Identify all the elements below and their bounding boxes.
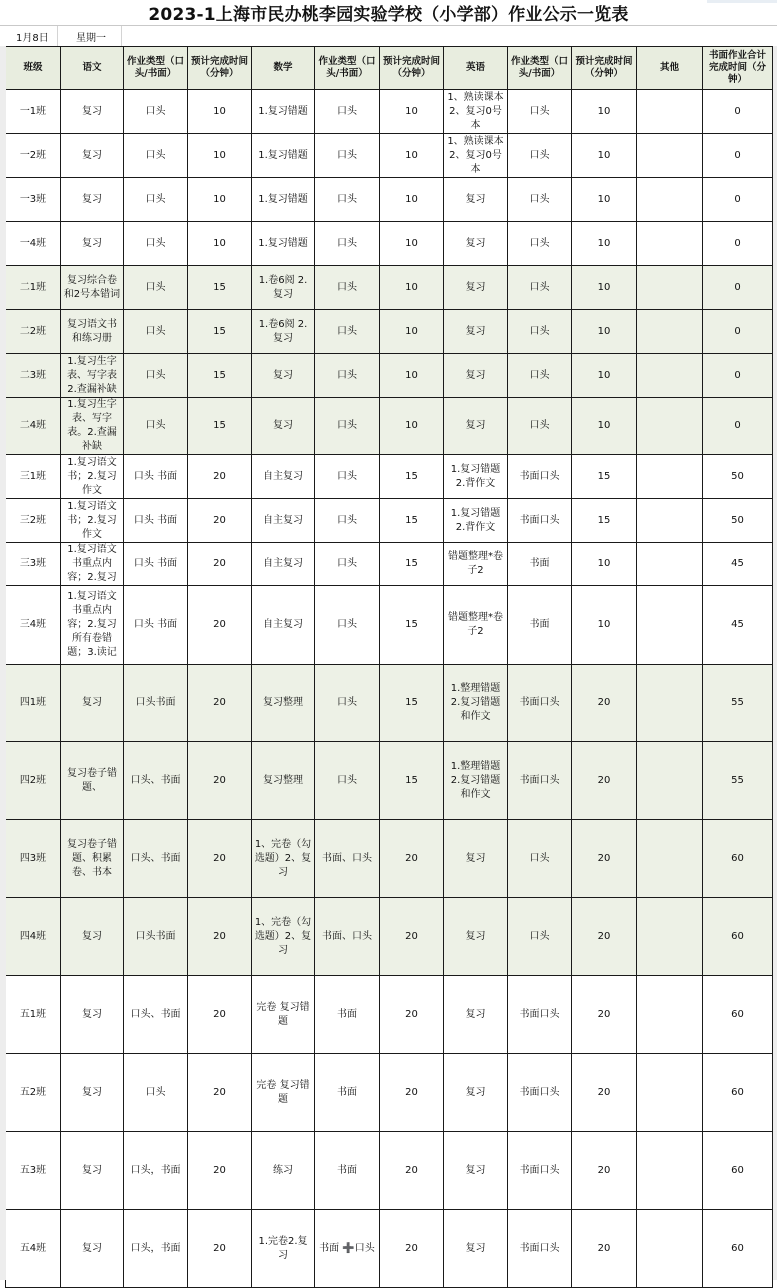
table-cell[interactable]: 1.复习错题 2.背作文 bbox=[444, 455, 508, 499]
table-cell[interactable]: 20 bbox=[380, 1210, 444, 1288]
class-name-cell[interactable]: 二3班 bbox=[6, 354, 61, 398]
table-cell[interactable]: 口头 书面 bbox=[124, 543, 188, 586]
table-cell[interactable]: 口头 bbox=[315, 178, 380, 222]
table-row bbox=[6, 898, 773, 976]
table-cell[interactable]: 10 bbox=[380, 354, 444, 398]
table-cell[interactable]: 口头 bbox=[124, 354, 188, 398]
table-cell[interactable]: 20 bbox=[380, 1132, 444, 1210]
table-cell[interactable]: 15 bbox=[188, 354, 252, 398]
table-row bbox=[6, 586, 773, 665]
table-row bbox=[6, 543, 773, 586]
table-cell[interactable]: 口头 bbox=[124, 134, 188, 178]
table-cell[interactable]: 口头 bbox=[124, 222, 188, 266]
table-cell[interactable] bbox=[637, 1132, 703, 1210]
table-cell[interactable]: 15 bbox=[380, 586, 444, 665]
header-cell[interactable]: 班级 bbox=[6, 47, 61, 90]
table-cell[interactable]: 口头 bbox=[315, 455, 380, 499]
class-name-cell[interactable]: 五4班 bbox=[6, 1210, 61, 1288]
table-cell[interactable]: 书面、口头 bbox=[315, 820, 380, 898]
table-cell[interactable]: 20 bbox=[572, 1054, 637, 1132]
table-cell[interactable]: 口头 bbox=[124, 1054, 188, 1132]
table-cell[interactable]: 15 bbox=[380, 455, 444, 499]
table-cell[interactable] bbox=[637, 310, 703, 354]
table-cell[interactable]: 口头 bbox=[315, 90, 380, 134]
table-cell[interactable]: 口头 书面 bbox=[124, 455, 188, 499]
table-cell[interactable]: 20 bbox=[572, 1210, 637, 1288]
table-cell[interactable]: 书面 bbox=[315, 1054, 380, 1132]
table-cell[interactable]: 50 bbox=[703, 455, 773, 499]
header-cell[interactable]: 预计完成时间（分钟） bbox=[188, 47, 252, 90]
class-name-cell[interactable]: 三3班 bbox=[6, 543, 61, 586]
table-row bbox=[6, 266, 773, 310]
table-cell[interactable]: 50 bbox=[703, 499, 773, 543]
table-cell[interactable]: 20 bbox=[188, 543, 252, 586]
table-cell[interactable]: 15 bbox=[188, 266, 252, 310]
table-cell[interactable]: 复习卷子错题、 bbox=[61, 742, 124, 820]
table-cell[interactable]: 复习 bbox=[444, 398, 508, 455]
table-cell[interactable]: 口头，书面 bbox=[124, 1132, 188, 1210]
table-cell[interactable]: 1.卷6阅 2.复习 bbox=[252, 266, 315, 310]
table-cell[interactable]: 60 bbox=[703, 898, 773, 976]
table-cell[interactable]: 1、熟读课本 2、复习0号本 bbox=[444, 90, 508, 134]
table-cell[interactable]: 口头 bbox=[508, 354, 572, 398]
header-row bbox=[6, 47, 773, 90]
date-cell[interactable]: 1月8日 bbox=[0, 26, 58, 46]
table-cell[interactable]: 0 bbox=[703, 354, 773, 398]
table-cell[interactable]: 1.复习错题 2.背作文 bbox=[444, 499, 508, 543]
table-row bbox=[6, 90, 773, 134]
table-cell[interactable]: 口头 bbox=[508, 222, 572, 266]
table-cell[interactable]: 复习 bbox=[444, 820, 508, 898]
table-cell[interactable]: 复习整理 bbox=[252, 742, 315, 820]
weekday-cell[interactable]: 星期一 bbox=[58, 26, 122, 46]
table-cell[interactable]: 复习 bbox=[444, 976, 508, 1054]
header-cell[interactable]: 其他 bbox=[637, 47, 703, 90]
table-cell[interactable]: 口头 bbox=[508, 134, 572, 178]
table-cell[interactable]: 10 bbox=[572, 90, 637, 134]
table-cell[interactable]: 书面口头 bbox=[508, 1054, 572, 1132]
class-name-cell[interactable]: 四3班 bbox=[6, 820, 61, 898]
class-name-cell[interactable]: 一2班 bbox=[6, 134, 61, 178]
table-cell[interactable]: 复习 bbox=[444, 178, 508, 222]
table-cell[interactable]: 10 bbox=[572, 178, 637, 222]
table-cell[interactable]: 20 bbox=[188, 898, 252, 976]
table-cell[interactable]: 20 bbox=[188, 1054, 252, 1132]
table-cell[interactable]: 复习 bbox=[61, 898, 124, 976]
table-cell[interactable]: 10 bbox=[572, 354, 637, 398]
table-cell[interactable]: 20 bbox=[188, 976, 252, 1054]
table-cell[interactable] bbox=[637, 665, 703, 742]
table-cell[interactable]: 0 bbox=[703, 134, 773, 178]
table-cell[interactable] bbox=[637, 266, 703, 310]
table-cell[interactable]: 10 bbox=[380, 178, 444, 222]
class-name-cell[interactable]: 一3班 bbox=[6, 178, 61, 222]
table-cell[interactable] bbox=[637, 820, 703, 898]
class-name-cell[interactable]: 三4班 bbox=[6, 586, 61, 665]
table-cell[interactable]: 1.复习生字表、写字表。2.查漏补缺 bbox=[61, 398, 124, 455]
table-cell[interactable]: 口头、书面 bbox=[124, 976, 188, 1054]
class-name-cell[interactable]: 四2班 bbox=[6, 742, 61, 820]
table-cell[interactable]: 口头 书面 bbox=[124, 499, 188, 543]
table-cell[interactable]: 口头 bbox=[508, 898, 572, 976]
table-cell[interactable] bbox=[637, 898, 703, 976]
header-cell[interactable]: 预计完成时间（分钟） bbox=[572, 47, 637, 90]
table-cell[interactable]: 复习 bbox=[444, 1210, 508, 1288]
table-cell[interactable]: 1.复习错题 bbox=[252, 178, 315, 222]
table-cell[interactable]: 10 bbox=[380, 310, 444, 354]
table-cell[interactable]: 20 bbox=[380, 898, 444, 976]
table-cell[interactable]: 1、熟读课本 2、复习0号本 bbox=[444, 134, 508, 178]
class-name-cell[interactable]: 三2班 bbox=[6, 499, 61, 543]
table-cell[interactable]: 自主复习 bbox=[252, 586, 315, 665]
table-cell[interactable]: 0 bbox=[703, 398, 773, 455]
table-cell[interactable]: 1.完卷2.复习 bbox=[252, 1210, 315, 1288]
table-cell[interactable]: 书面口头 bbox=[508, 976, 572, 1054]
table-cell[interactable]: 口头 bbox=[315, 665, 380, 742]
table-cell[interactable]: 10 bbox=[380, 90, 444, 134]
table-cell[interactable]: 0 bbox=[703, 178, 773, 222]
class-name-cell[interactable]: 五2班 bbox=[6, 1054, 61, 1132]
table-cell[interactable]: 10 bbox=[380, 134, 444, 178]
table-cell[interactable]: 55 bbox=[703, 742, 773, 820]
table-cell[interactable]: 10 bbox=[572, 543, 637, 586]
table-cell[interactable]: 口头 bbox=[315, 134, 380, 178]
table-cell[interactable]: 口头，书面 bbox=[124, 1210, 188, 1288]
table-cell[interactable]: 1.复习语文书重点内容；2.复习 bbox=[61, 543, 124, 586]
date-row bbox=[0, 25, 777, 46]
table-cell[interactable]: 复习 bbox=[444, 310, 508, 354]
table-row bbox=[6, 134, 773, 178]
table-cell[interactable]: 口头 bbox=[124, 178, 188, 222]
table-cell[interactable]: 15 bbox=[188, 310, 252, 354]
table-cell[interactable]: 口头 bbox=[124, 398, 188, 455]
table-cell[interactable]: 口头 bbox=[315, 742, 380, 820]
table-row bbox=[6, 455, 773, 499]
table-cell[interactable]: 口头 bbox=[315, 499, 380, 543]
table-cell[interactable]: 口头 bbox=[508, 178, 572, 222]
table-row bbox=[6, 665, 773, 742]
table-cell[interactable]: 口头书面 bbox=[124, 665, 188, 742]
table-cell[interactable]: 1.卷6阅 2.复习 bbox=[252, 310, 315, 354]
table-cell[interactable]: 10 bbox=[188, 178, 252, 222]
table-cell[interactable]: 10 bbox=[572, 310, 637, 354]
table-cell[interactable]: 复习 bbox=[61, 222, 124, 266]
table-cell[interactable]: 20 bbox=[380, 820, 444, 898]
table-row bbox=[6, 310, 773, 354]
table-cell[interactable]: 10 bbox=[572, 398, 637, 455]
table-cell[interactable]: 复习 bbox=[444, 1132, 508, 1210]
page-title: 2023-1上海市民办桃李园实验学校（小学部）作业公示一览表 bbox=[148, 5, 629, 25]
table-cell[interactable]: 书面 bbox=[508, 543, 572, 586]
table-cell[interactable]: 复习 bbox=[61, 90, 124, 134]
table-cell[interactable]: 口头 bbox=[124, 90, 188, 134]
table-cell[interactable]: 复习 bbox=[61, 1132, 124, 1210]
table-cell[interactable]: 书面 bbox=[315, 1132, 380, 1210]
table-cell[interactable]: 自主复习 bbox=[252, 499, 315, 543]
table-cell[interactable]: 0 bbox=[703, 90, 773, 134]
table-cell[interactable]: 口头 bbox=[124, 266, 188, 310]
table-cell[interactable]: 10 bbox=[572, 134, 637, 178]
header-cell[interactable]: 书面作业合计完成时间（分钟） bbox=[703, 47, 773, 90]
table-cell[interactable]: 10 bbox=[188, 134, 252, 178]
table-cell[interactable]: 20 bbox=[188, 820, 252, 898]
table-cell[interactable]: 1.复习错题 bbox=[252, 222, 315, 266]
table-cell[interactable]: 复习 bbox=[61, 134, 124, 178]
homework-table bbox=[5, 46, 773, 1288]
table-cell[interactable] bbox=[637, 354, 703, 398]
table-cell[interactable]: 0 bbox=[703, 222, 773, 266]
table-cell[interactable]: 1.复习语文书；2.复习作文 bbox=[61, 455, 124, 499]
table-row bbox=[6, 820, 773, 898]
table-cell[interactable]: 复习 bbox=[252, 398, 315, 455]
table-cell[interactable]: 口头 bbox=[508, 266, 572, 310]
table-cell[interactable]: 复习 bbox=[444, 1054, 508, 1132]
table-cell[interactable]: 55 bbox=[703, 665, 773, 742]
table-cell[interactable]: 20 bbox=[188, 499, 252, 543]
table-row bbox=[6, 1054, 773, 1132]
table-cell[interactable] bbox=[637, 543, 703, 586]
table-cell[interactable] bbox=[637, 178, 703, 222]
table-cell[interactable]: 1.复习语文书重点内容；2.复习所有卷错题；3.读记 bbox=[61, 586, 124, 665]
table-cell[interactable] bbox=[637, 976, 703, 1054]
table-cell[interactable] bbox=[637, 455, 703, 499]
table-cell[interactable]: 45 bbox=[703, 543, 773, 586]
table-cell[interactable] bbox=[637, 1054, 703, 1132]
table-row bbox=[6, 742, 773, 820]
class-name-cell[interactable]: 二1班 bbox=[6, 266, 61, 310]
table-cell[interactable]: 10 bbox=[188, 222, 252, 266]
table-cell[interactable]: 20 bbox=[572, 1132, 637, 1210]
table-cell[interactable]: 20 bbox=[188, 665, 252, 742]
table-cell[interactable]: 书面口头 bbox=[508, 1132, 572, 1210]
table-cell[interactable]: 10 bbox=[188, 90, 252, 134]
table-cell[interactable]: 20 bbox=[188, 586, 252, 665]
table-cell[interactable]: 书面口头 bbox=[508, 455, 572, 499]
table-row bbox=[6, 976, 773, 1054]
table-cell[interactable]: 1.整理错题 2.复习错题和作文 bbox=[444, 742, 508, 820]
class-name-cell[interactable]: 二4班 bbox=[6, 398, 61, 455]
table-cell[interactable]: 10 bbox=[380, 222, 444, 266]
table-cell[interactable]: 1.复习错题 bbox=[252, 134, 315, 178]
table-cell[interactable] bbox=[637, 222, 703, 266]
table-cell[interactable]: 书面口头 bbox=[508, 1210, 572, 1288]
table-cell[interactable]: 60 bbox=[703, 1132, 773, 1210]
table-cell[interactable]: 口头 bbox=[315, 398, 380, 455]
table-cell[interactable]: 口头书面 bbox=[124, 898, 188, 976]
table-cell[interactable]: 20 bbox=[572, 665, 637, 742]
table-row bbox=[6, 1210, 773, 1288]
table-row bbox=[6, 499, 773, 543]
table-cell[interactable]: 复习整理 bbox=[252, 665, 315, 742]
table-cell[interactable] bbox=[637, 134, 703, 178]
table-cell[interactable]: 书面口头 bbox=[508, 742, 572, 820]
table-cell[interactable]: 复习卷子错题、积累卷、书本 bbox=[61, 820, 124, 898]
header-cell[interactable]: 英语 bbox=[444, 47, 508, 90]
table-cell[interactable]: 15 bbox=[572, 455, 637, 499]
table-cell[interactable]: 口头、书面 bbox=[124, 742, 188, 820]
table-cell[interactable] bbox=[637, 398, 703, 455]
table-cell[interactable]: 书面、口头 bbox=[315, 898, 380, 976]
table-cell[interactable]: 1、完卷（勾选题）2、复习 bbox=[252, 820, 315, 898]
header-cell[interactable]: 数学 bbox=[252, 47, 315, 90]
table-cell[interactable]: 口头 bbox=[315, 543, 380, 586]
table-cell[interactable]: 20 bbox=[188, 1210, 252, 1288]
table-cell[interactable]: 错题整理*卷子2 bbox=[444, 543, 508, 586]
table-cell[interactable]: 20 bbox=[188, 1132, 252, 1210]
table-cell[interactable]: 复习 bbox=[61, 665, 124, 742]
table-cell[interactable]: 复习 bbox=[444, 898, 508, 976]
table-cell[interactable]: 完卷 复习错题 bbox=[252, 1054, 315, 1132]
table-cell[interactable]: 口头 bbox=[315, 310, 380, 354]
table-cell[interactable]: 书面 ➕口头 bbox=[315, 1210, 380, 1288]
table-cell[interactable]: 10 bbox=[572, 266, 637, 310]
table-cell[interactable]: 复习综合卷和2号本错词 bbox=[61, 266, 124, 310]
class-name-cell[interactable]: 五1班 bbox=[6, 976, 61, 1054]
table-cell[interactable]: 20 bbox=[572, 820, 637, 898]
table-cell[interactable]: 书面 bbox=[315, 976, 380, 1054]
table-cell[interactable]: 1.整理错题 2.复习错题和作文 bbox=[444, 665, 508, 742]
table-row bbox=[6, 354, 773, 398]
table-cell[interactable]: 书面口头 bbox=[508, 499, 572, 543]
table-cell[interactable]: 15 bbox=[380, 543, 444, 586]
table-cell[interactable]: 错题整理*卷子2 bbox=[444, 586, 508, 665]
table-cell[interactable] bbox=[637, 742, 703, 820]
table-row bbox=[6, 178, 773, 222]
table-cell[interactable]: 15 bbox=[380, 742, 444, 820]
table-cell[interactable]: 复习 bbox=[61, 976, 124, 1054]
table-cell[interactable]: 口头 bbox=[508, 90, 572, 134]
table-cell[interactable]: 10 bbox=[572, 586, 637, 665]
table-cell[interactable] bbox=[637, 499, 703, 543]
table-cell[interactable]: 复习 bbox=[444, 354, 508, 398]
table-cell[interactable]: 10 bbox=[380, 266, 444, 310]
table-cell[interactable]: 10 bbox=[380, 398, 444, 455]
table-cell[interactable]: 20 bbox=[572, 976, 637, 1054]
table-cell[interactable]: 口头 bbox=[315, 266, 380, 310]
table-cell[interactable]: 复习 bbox=[61, 1054, 124, 1132]
table-cell[interactable]: 口头 bbox=[508, 310, 572, 354]
table-cell[interactable]: 口头 bbox=[508, 820, 572, 898]
table-cell[interactable]: 60 bbox=[703, 976, 773, 1054]
class-name-cell[interactable]: 四1班 bbox=[6, 665, 61, 742]
table-cell[interactable]: 1、完卷（勾选题）2、复习 bbox=[252, 898, 315, 976]
table-cell[interactable] bbox=[637, 586, 703, 665]
table-cell[interactable]: 0 bbox=[703, 266, 773, 310]
header-cell[interactable]: 作业类型（口头/书面） bbox=[315, 47, 380, 90]
table-cell[interactable]: 20 bbox=[572, 898, 637, 976]
class-name-cell[interactable]: 二2班 bbox=[6, 310, 61, 354]
table-cell[interactable]: 口头 bbox=[315, 222, 380, 266]
table-cell[interactable]: 60 bbox=[703, 820, 773, 898]
table-cell[interactable]: 0 bbox=[703, 310, 773, 354]
table-cell[interactable]: 20 bbox=[188, 455, 252, 499]
table-cell[interactable]: 练习 bbox=[252, 1132, 315, 1210]
left-edge-shadow bbox=[0, 46, 6, 1280]
table-cell[interactable]: 口头 bbox=[315, 354, 380, 398]
table-row bbox=[6, 1132, 773, 1210]
table-cell[interactable]: 15 bbox=[188, 398, 252, 455]
table-row bbox=[6, 222, 773, 266]
table-cell[interactable]: 复习语文书和练习册 bbox=[61, 310, 124, 354]
table-cell[interactable]: 60 bbox=[703, 1054, 773, 1132]
class-name-cell[interactable]: 四4班 bbox=[6, 898, 61, 976]
table-cell[interactable]: 口头 bbox=[508, 398, 572, 455]
table-cell[interactable]: 20 bbox=[380, 1054, 444, 1132]
header-cell[interactable]: 语文 bbox=[61, 47, 124, 90]
right-edge-shadow bbox=[773, 46, 777, 1280]
table-cell[interactable]: 复习 bbox=[444, 222, 508, 266]
table-cell[interactable] bbox=[637, 1210, 703, 1288]
header-cell[interactable]: 预计完成时间（分钟） bbox=[380, 47, 444, 90]
table-cell[interactable]: 1.复习错题 bbox=[252, 90, 315, 134]
table-cell[interactable]: 口头 bbox=[315, 586, 380, 665]
table-cell[interactable]: 1.复习语文书；2.复习作文 bbox=[61, 499, 124, 543]
table-cell[interactable]: 60 bbox=[703, 1210, 773, 1288]
table-cell[interactable]: 口头 bbox=[124, 310, 188, 354]
table-cell[interactable]: 15 bbox=[572, 499, 637, 543]
table-cell[interactable]: 1.复习生字表、写字表 2.查漏补缺 bbox=[61, 354, 124, 398]
class-name-cell[interactable]: 一1班 bbox=[6, 90, 61, 134]
table-row bbox=[6, 398, 773, 455]
title-row bbox=[0, 0, 777, 25]
table-cell[interactable]: 20 bbox=[188, 742, 252, 820]
table-cell[interactable]: 复习 bbox=[61, 1210, 124, 1288]
header-cell[interactable]: 作业类型（口头/书面） bbox=[124, 47, 188, 90]
table-cell[interactable]: 20 bbox=[572, 742, 637, 820]
table-cell[interactable]: 自主复习 bbox=[252, 455, 315, 499]
table-cell[interactable]: 20 bbox=[380, 976, 444, 1054]
table-cell[interactable]: 自主复习 bbox=[252, 543, 315, 586]
table-cell[interactable]: 10 bbox=[572, 222, 637, 266]
table-cell[interactable]: 复习 bbox=[252, 354, 315, 398]
table-cell[interactable]: 复习 bbox=[61, 178, 124, 222]
table-cell[interactable]: 15 bbox=[380, 665, 444, 742]
table-cell[interactable]: 45 bbox=[703, 586, 773, 665]
table-cell[interactable]: 15 bbox=[380, 499, 444, 543]
table-cell[interactable]: 书面 bbox=[508, 586, 572, 665]
table-cell[interactable]: 口头、书面 bbox=[124, 820, 188, 898]
table-cell[interactable]: 完卷 复习错题 bbox=[252, 976, 315, 1054]
table-cell[interactable] bbox=[637, 90, 703, 134]
class-name-cell[interactable]: 一4班 bbox=[6, 222, 61, 266]
table-cell[interactable]: 复习 bbox=[444, 266, 508, 310]
class-name-cell[interactable]: 三1班 bbox=[6, 455, 61, 499]
table-cell[interactable]: 书面口头 bbox=[508, 665, 572, 742]
table-cell[interactable]: 口头 书面 bbox=[124, 586, 188, 665]
header-cell[interactable]: 作业类型（口头/书面） bbox=[508, 47, 572, 90]
class-name-cell[interactable]: 五3班 bbox=[6, 1132, 61, 1210]
